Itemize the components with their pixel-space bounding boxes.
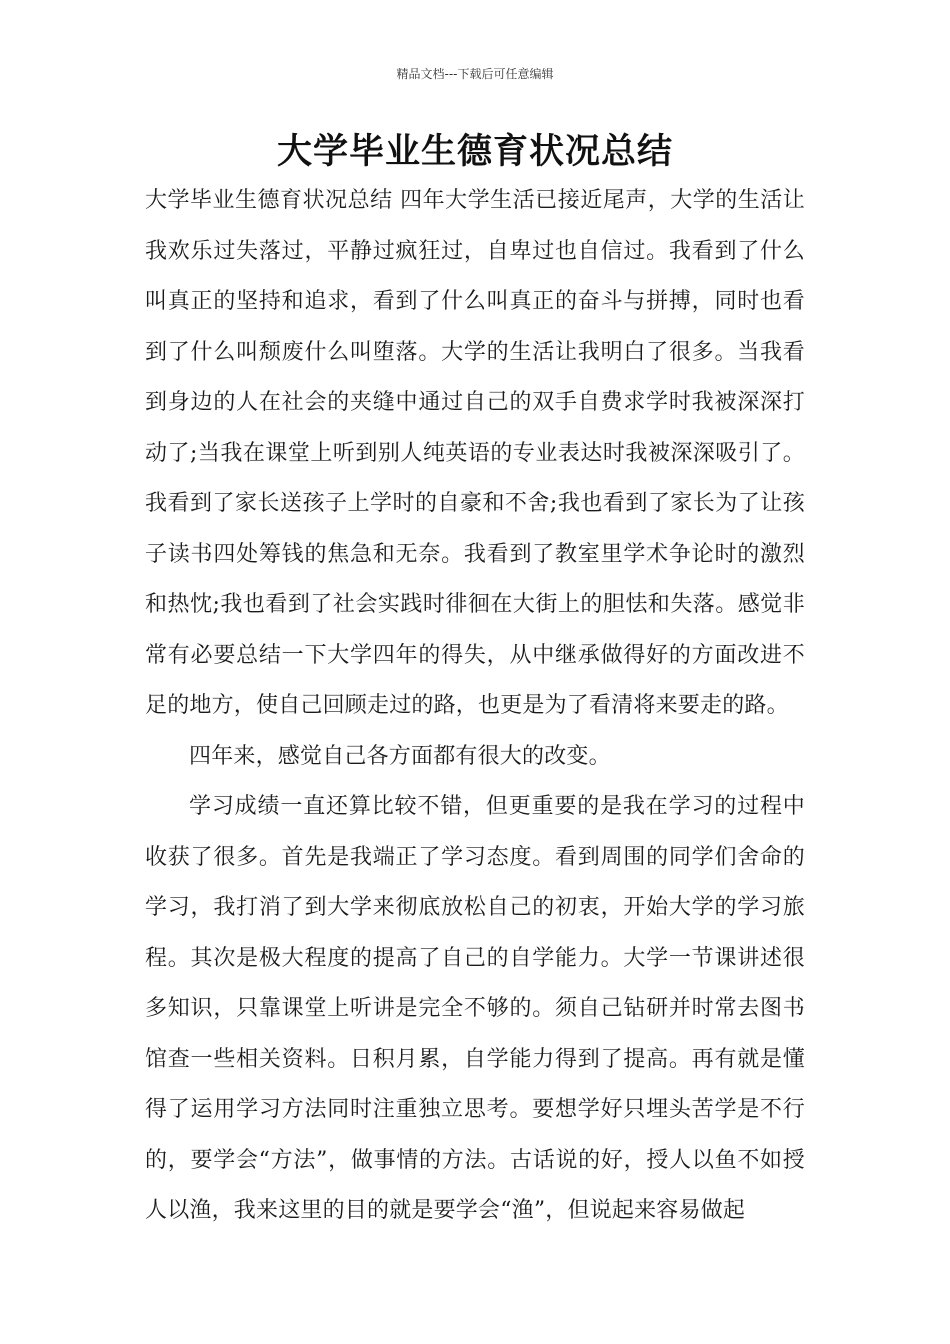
document-body <box>145 176 805 1237</box>
paragraph-1: 大学毕业生德育状况总结 四年大学生活已接近尾声，大学的生活让我欢乐过失落过，平静过疯狂过，自卑过也自信过。我看到了什么叫真正的坚持和追求，看到了什么叫真正的奋斗与拼搏，同时也看到了什么叫颓废什么叫堕落。大学的生活让我明白了很多。当我看到身边的人在社会的夹缝中通过自己的双手自费求学时我被深深打动了;当我在课堂上听到别人纯英语的专业表达时我被深深吸引了。我看到了家长送孩子上学时的自豪和不舍;我也看到了家长为了让孩子读书四处筹钱的焦急和无奈。我看到了教室里学术争论时的激烈和热忱;我也看到了社会实践时徘徊在大街上的胆怯和失落。感觉非常有必要总结一下大学四年的得失，从中继承做得好的方面改进不足的地方，使自己回顾走过的路，也更是为了看清将来要走的路。 <box>145 188 805 718</box>
paragraph-2: 四年来，感觉自己各方面都有很大的改变。 <box>189 743 611 769</box>
paragraph-3: 学习成绩一直还算比较不错，但更重要的是我在学习的过程中收获了很多。首先是我端正了学习态度。看到周围的同学们舍命的学习，我打消了到大学来彻底放松自己的初衷，开始大学的学习旅程。其次是极大程度的提高了自己的自学能力。大学一节课讲述很多知识，只靠课堂上听讲是完全不够的。须自己钻研并时常去图书馆查一些相关资料。日积月累，自学能力得到了提高。再有就是懂得了运用学习方法同时注重独立思考。要想学好只埋头苦学是不行的，要学会“方法”，做事情的方法。古话说的好，授人以鱼不如授人以渔，我来这里的目的就是要学会“渔”，但说起来容易做起 <box>145 794 805 1223</box>
header-note: 精品文档---下载后可任意编辑 <box>396 67 554 81</box>
document-title: 大学毕业生德育状况总结 <box>276 132 673 172</box>
